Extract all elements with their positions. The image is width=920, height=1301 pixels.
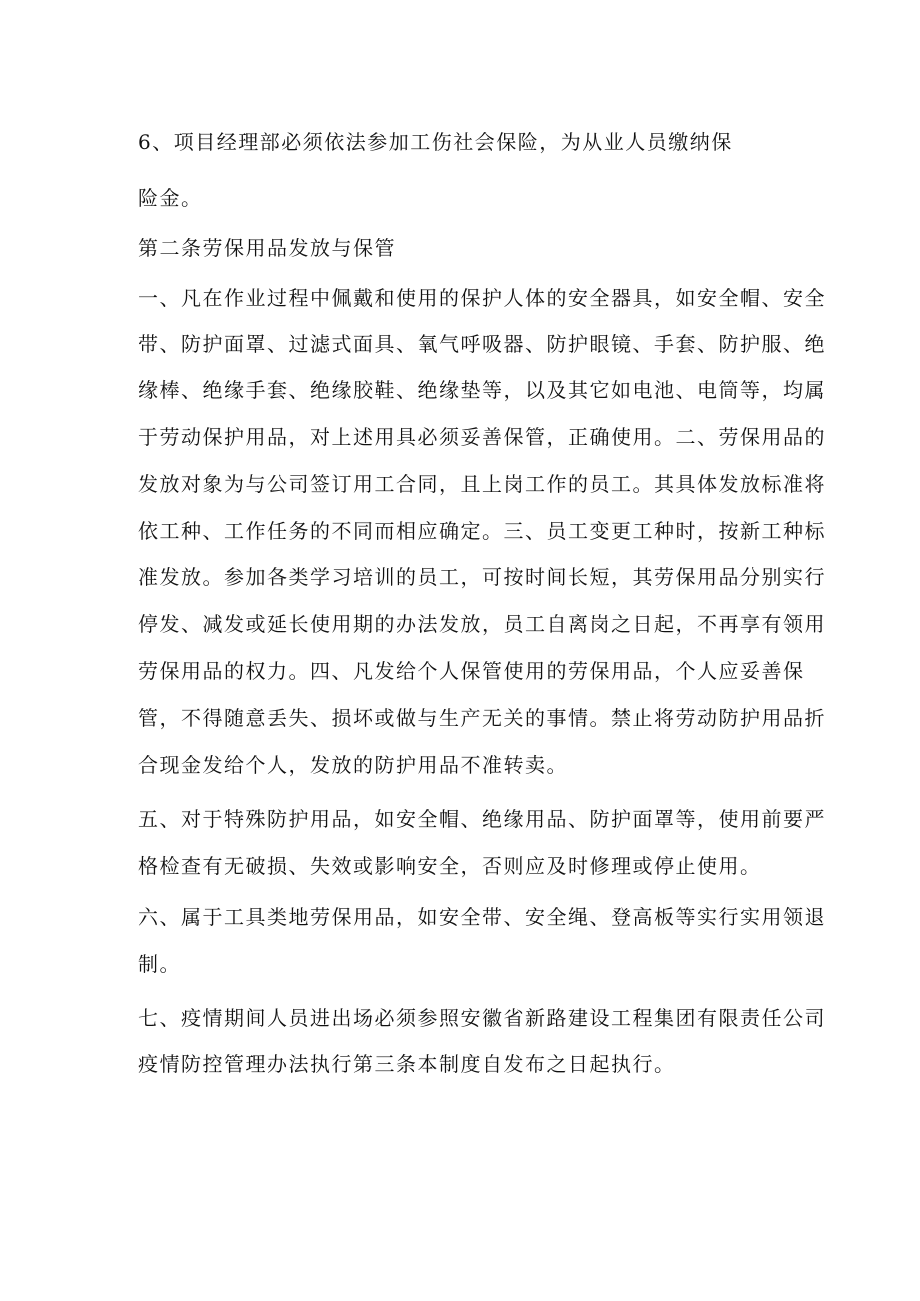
section-heading: 第二条劳保用品发放与保管 [138, 236, 396, 260]
text-line: 疫情防控管理办法执行第三条本制度自发布之日起执行。 [138, 1052, 676, 1076]
text-line: 管，不得随意丢失、损坏或做与生产无关的事情。禁止将劳动防护用品折 [138, 706, 826, 730]
text-line: 五、对于特殊防护用品，如安全帽、绝缘用品、防护面罩等，使用前要严 [138, 807, 826, 831]
text-line: 格检查有无破损、失效或影响安全，否则应及时修理或停止使用。 [138, 854, 762, 878]
text-line: 6、项目经理部必须依法参加工伤社会保险，为从业人员缴纳保 [138, 130, 733, 154]
text-line: 停发、减发或延长使用期的办法发放，员工自离岗之日起，不再享有领用 [138, 612, 826, 636]
text-line: 缘棒、绝缘手套、绝缘胶鞋、绝缘垫等，以及其它如电池、电筒等，均属 [138, 378, 826, 402]
text-line: 带、防护面罩、过滤式面具、氧气呼吸器、防护眼镜、手套、防护服、绝 [138, 332, 826, 356]
text-line: 制。 [138, 952, 181, 976]
text-line: 合现金发给个人，发放的防护用品不准转卖。 [138, 753, 568, 777]
text-line: 准发放。参加各类学习培训的员工，可按时间长短，其劳保用品分别实行 [138, 565, 826, 589]
text-line: 发放对象为与公司签订用工合同，且上岗工作的员工。其具体发放标准将 [138, 472, 826, 496]
text-line: 劳保用品的权力。四、凡发给个人保管使用的劳保用品，个人应妥善保 [138, 659, 805, 683]
text-line: 七、疫情期间人员进出场必须参照安徽省新路建设工程集团有限责任公司 [138, 1006, 826, 1030]
text-line: 于劳动保护用品，对上述用具必须妥善保管，正确使用。二、劳保用品的 [138, 425, 826, 449]
text-line: 六、属于工具类地劳保用品，如安全带、安全绳、登高板等实行实用领退 [138, 905, 826, 929]
text-line: 一、凡在作业过程中佩戴和使用的保护人体的安全器具，如安全帽、安全 [138, 286, 826, 310]
text-line: 依工种、工作任务的不同而相应确定。三、员工变更工种时，按新工种标 [138, 519, 826, 543]
text-line: 险金。 [138, 186, 203, 210]
